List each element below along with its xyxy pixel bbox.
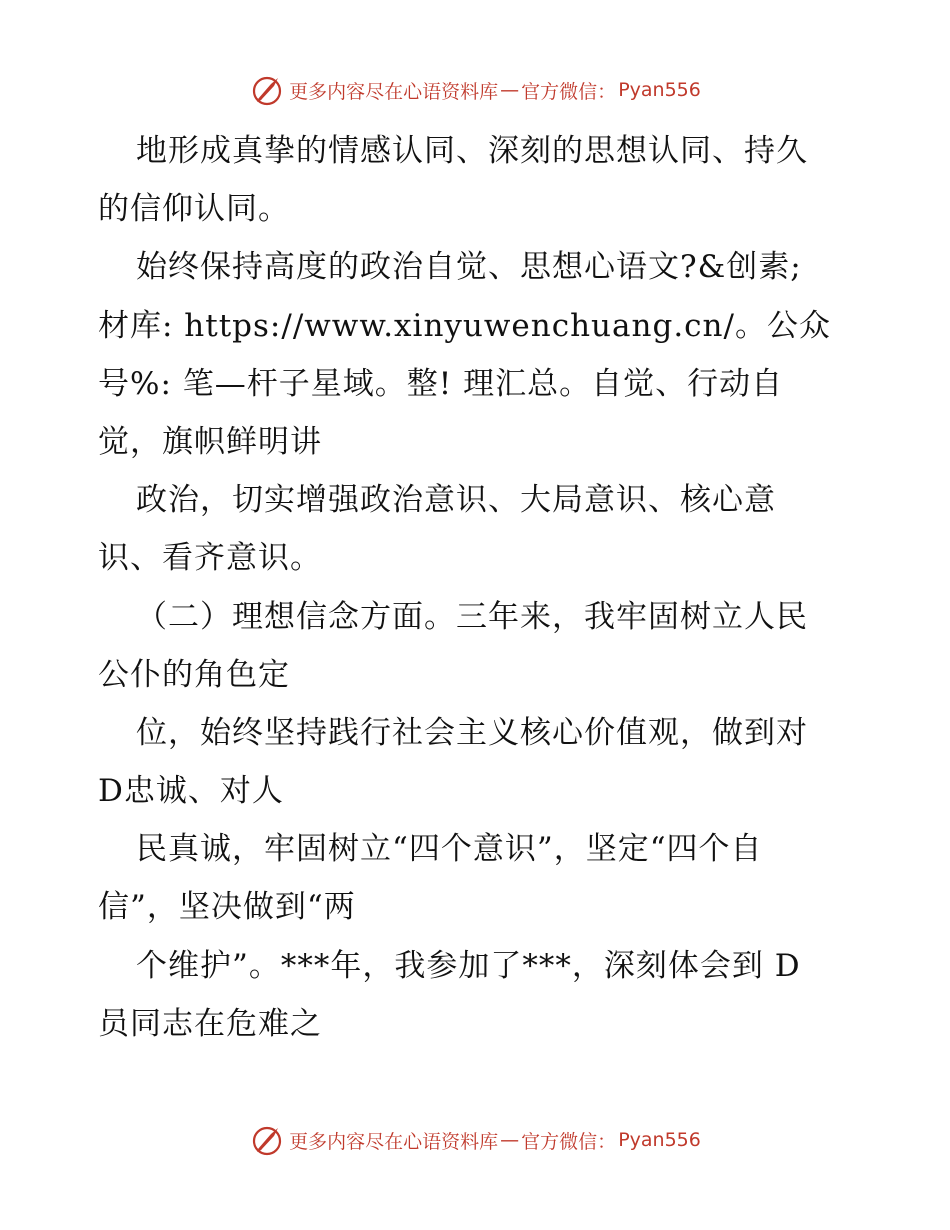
text-line: 政治，切实增强政治意识、大局意识、核心意 bbox=[136, 482, 776, 519]
text-line: 民真诚，牢固树立“四个意识”，坚定“四个自 bbox=[136, 831, 763, 868]
text-line: 始终保持高度的政治自觉、思想心语文?&创素; bbox=[136, 249, 802, 286]
text-line: 地形成真挚的情感认同、深刻的思想认同、持久 bbox=[136, 133, 808, 169]
quill-pen-logo-icon bbox=[249, 72, 285, 108]
watermark-wechat-label: 官方微信： bbox=[521, 80, 617, 103]
text-line: 公仆的角色定 bbox=[98, 656, 290, 693]
text-line: 材库: https://www.xinyuwenchuang.cn/。公众 bbox=[98, 307, 831, 344]
quill-pen-logo-icon bbox=[249, 1122, 285, 1158]
text-line: （二）理想信念方面。三年来，我牢固树立人民 bbox=[136, 598, 808, 635]
watermark-separator: — bbox=[500, 79, 520, 101]
footer-watermark bbox=[0, 1120, 950, 1160]
text-line: 员同志在危难之 bbox=[98, 1005, 322, 1042]
watermark-wechat-id: Pyan556 bbox=[618, 1129, 701, 1151]
watermark-wechat-label: 官方微信： bbox=[521, 1130, 617, 1153]
document-body bbox=[98, 122, 858, 1053]
text-line: 信”，坚决做到“两 bbox=[98, 889, 356, 926]
header-watermark bbox=[0, 70, 950, 110]
text-line: 位，始终坚持践行社会主义核心价值观，做到对 bbox=[136, 714, 808, 751]
text-line: 的信仰认同。 bbox=[98, 191, 290, 228]
watermark-wechat-id: Pyan556 bbox=[618, 79, 701, 101]
text-line: 号%: 笔—杆子星域。整! 理汇总。自觉、行动自 bbox=[98, 365, 784, 402]
text-line: 识、看齐意识。 bbox=[98, 540, 322, 577]
watermark-site-text: 更多内容尽在心语资料库 bbox=[289, 80, 499, 103]
text-line: 个维护”。***年，我参加了***，深刻体会到 D bbox=[136, 947, 801, 984]
text-line: 觉，旗帜鲜明讲 bbox=[98, 423, 322, 460]
watermark-site-text: 更多内容尽在心语资料库 bbox=[289, 1130, 499, 1153]
watermark-separator: — bbox=[500, 1129, 520, 1151]
text-line: D忠诚、对人 bbox=[98, 773, 284, 810]
